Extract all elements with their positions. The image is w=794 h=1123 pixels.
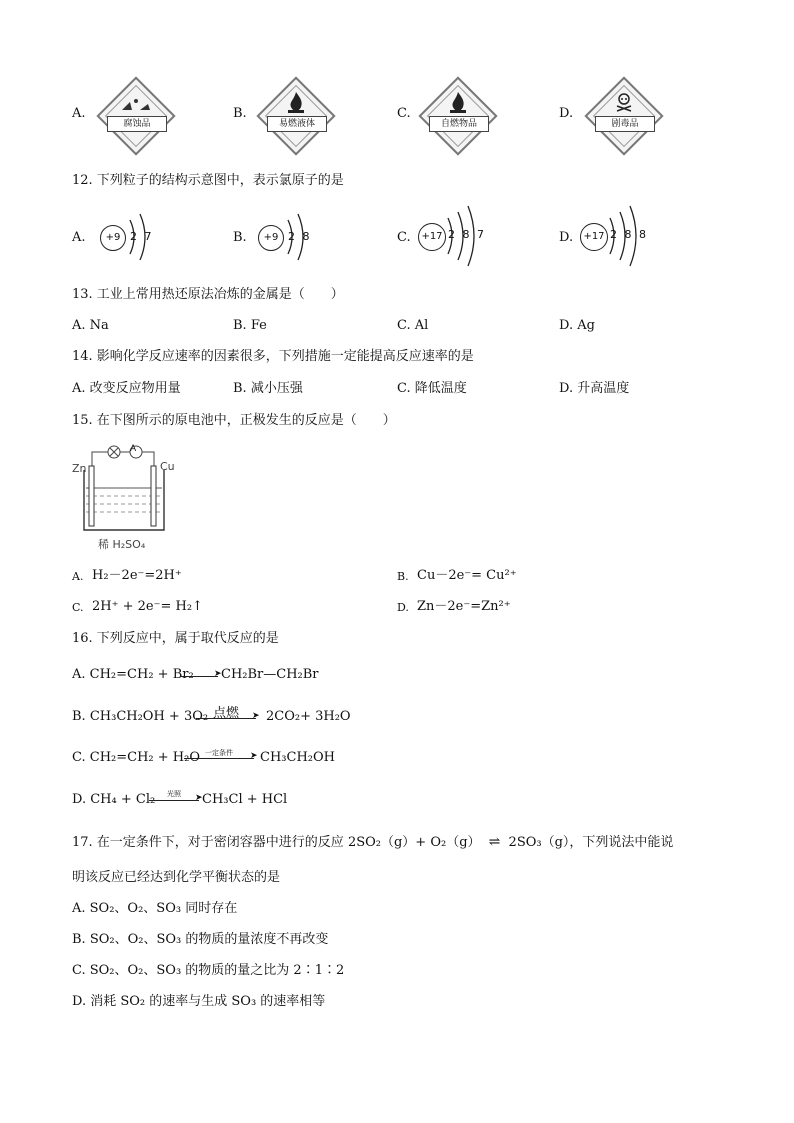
q16-option-c-products: CH₃CH₂OH <box>260 750 335 765</box>
q17-option-b: B. SO₂、O₂、SO₃ 的物质的量浓度不再改变 <box>72 932 329 947</box>
reaction-arrow <box>184 758 254 759</box>
q15-option-d-text: Zn－2e⁻=Zn²⁺ <box>417 599 511 614</box>
q14-option-c: C. 降低温度 <box>397 381 467 396</box>
q15-stem: 15. 在下图所示的原电池中，正极发生的反应是（ ） <box>72 413 396 428</box>
q17-option-d: D. 消耗 SO₂ 的速率与生成 SO₃ 的速率相等 <box>72 994 326 1009</box>
q12-d-electrons: 2 8 8 <box>610 228 648 241</box>
arrow-head-icon: ➤ <box>195 793 203 803</box>
toxic-label: 剧毒品 <box>595 116 655 132</box>
q12-b-nucleus: +9 <box>258 225 284 251</box>
q14-option-a: A. 改变反应物用量 <box>72 381 181 396</box>
galvanic-cell-figure <box>72 440 192 555</box>
q12-stem: 12. 下列粒子的结构示意图中，表示氯原子的是 <box>72 173 344 188</box>
q16-option-d-products: CH₃Cl + HCl <box>202 792 288 807</box>
q12-option-d-letter: D. <box>559 230 574 245</box>
flammable-liquid-label: 易燃液体 <box>267 116 327 132</box>
q16-option-b-condition: 点燃 <box>212 706 239 721</box>
corrosive-label: 腐蚀品 <box>107 116 167 132</box>
q17-option-c: C. SO₂、O₂、SO₃ 的物质的量之比为 2∶1∶2 <box>72 963 345 978</box>
q12-option-b-letter: B. <box>233 230 247 245</box>
q17-option-a: A. SO₂、O₂、SO₃ 同时存在 <box>72 901 238 916</box>
arrow-head-icon: ➤ <box>250 751 258 761</box>
q17-stem-line2: 明该反应已经达到化学平衡状态的是 <box>72 870 281 885</box>
reaction-arrow <box>196 718 256 719</box>
q11-option-c-letter: C. <box>397 106 411 121</box>
q13-option-b: B. Fe <box>233 318 267 333</box>
q14-option-d: D. 升高温度 <box>559 381 630 396</box>
q12-option-a-letter: A. <box>72 230 86 245</box>
flammable-liquid-hazard-icon <box>258 78 334 154</box>
q11-option-d-letter: D. <box>559 106 574 121</box>
q16-option-d-condition: 光照 <box>167 790 181 798</box>
q12-a-nucleus: +9 <box>100 225 126 251</box>
q12-c-electrons: 2 8 7 <box>448 228 486 241</box>
q15-option-a-letter: A. <box>72 570 84 583</box>
reaction-arrow <box>180 676 218 677</box>
q15-option-a-text: H₂－2e⁻=2H⁺ <box>92 568 182 583</box>
spontaneous-combustion-label: 自燃物品 <box>429 116 489 132</box>
q15-option-c-letter: C. <box>72 601 84 614</box>
cu-electrode-label: Cu <box>160 460 175 473</box>
q16-option-b-reactants: B. CH₃CH₂OH + 3O₂ <box>72 709 209 724</box>
q16-option-c-condition: 一定条件 <box>205 749 233 757</box>
toxic-hazard-icon <box>586 78 662 154</box>
q16-option-a-products: CH₂Br—CH₂Br <box>221 667 319 682</box>
reaction-arrow <box>149 800 199 801</box>
spontaneous-combustion-hazard-icon <box>420 78 496 154</box>
zn-electrode-label: Zn <box>72 462 87 475</box>
q12-d-nucleus: +17 <box>580 223 608 251</box>
q16-option-d-reactants: D. CH₄ + Cl₂ <box>72 792 156 807</box>
q13-option-c: C. Al <box>397 318 429 333</box>
q15-option-d-letter: D. <box>397 601 409 614</box>
q17-stem-start: 17. 在一定条件下，对于密闭容器中进行的反应 2SO₂（g）+ O₂（g） <box>72 835 481 850</box>
solution-label: 稀 H₂SO₄ <box>98 538 146 551</box>
ammeter-label: A <box>130 444 137 454</box>
q13-stem: 13. 工业上常用热还原法冶炼的金属是（ ） <box>72 287 344 302</box>
corrosive-hazard-icon <box>98 78 174 154</box>
q14-option-b: B. 减小压强 <box>233 381 303 396</box>
q16-option-a-reactants: A. CH₂=CH₂ + Br₂ <box>72 667 194 682</box>
q12-c-nucleus: +17 <box>418 223 446 251</box>
equilibrium-arrow-icon: ⇌ <box>488 834 501 850</box>
q12-b-electrons: 2 8 <box>288 230 312 243</box>
q16-stem: 16. 下列反应中，属于取代反应的是 <box>72 631 279 646</box>
q12-a-electrons: 2 7 <box>130 230 154 243</box>
q17-stem-line1 <box>72 833 673 852</box>
arrow-head-icon: ➤ <box>252 711 260 721</box>
q11-option-a-letter: A. <box>72 106 86 121</box>
q15-option-b-text: Cu－2e⁻= Cu²⁺ <box>417 568 517 583</box>
q13-option-d: D. Ag <box>559 318 595 333</box>
q14-stem: 14. 影响化学反应速率的因素很多，下列措施一定能提高反应速率的是 <box>72 349 474 364</box>
q16-option-c-reactants: C. CH₂=CH₂ + H₂O <box>72 750 200 765</box>
arrow-head-icon: ➤ <box>214 669 222 679</box>
q17-stem-end: 2SO₃（g），下列说法中能说 <box>508 835 674 850</box>
q12-option-c-letter: C. <box>397 230 411 245</box>
q13-option-a: A. Na <box>72 318 109 333</box>
q16-option-b-products: 2CO₂+ 3H₂O <box>266 709 351 724</box>
q11-option-b-letter: B. <box>233 106 247 121</box>
q15-option-b-letter: B. <box>397 570 409 583</box>
q15-option-c-text: 2H⁺ + 2e⁻= H₂↑ <box>92 599 203 614</box>
